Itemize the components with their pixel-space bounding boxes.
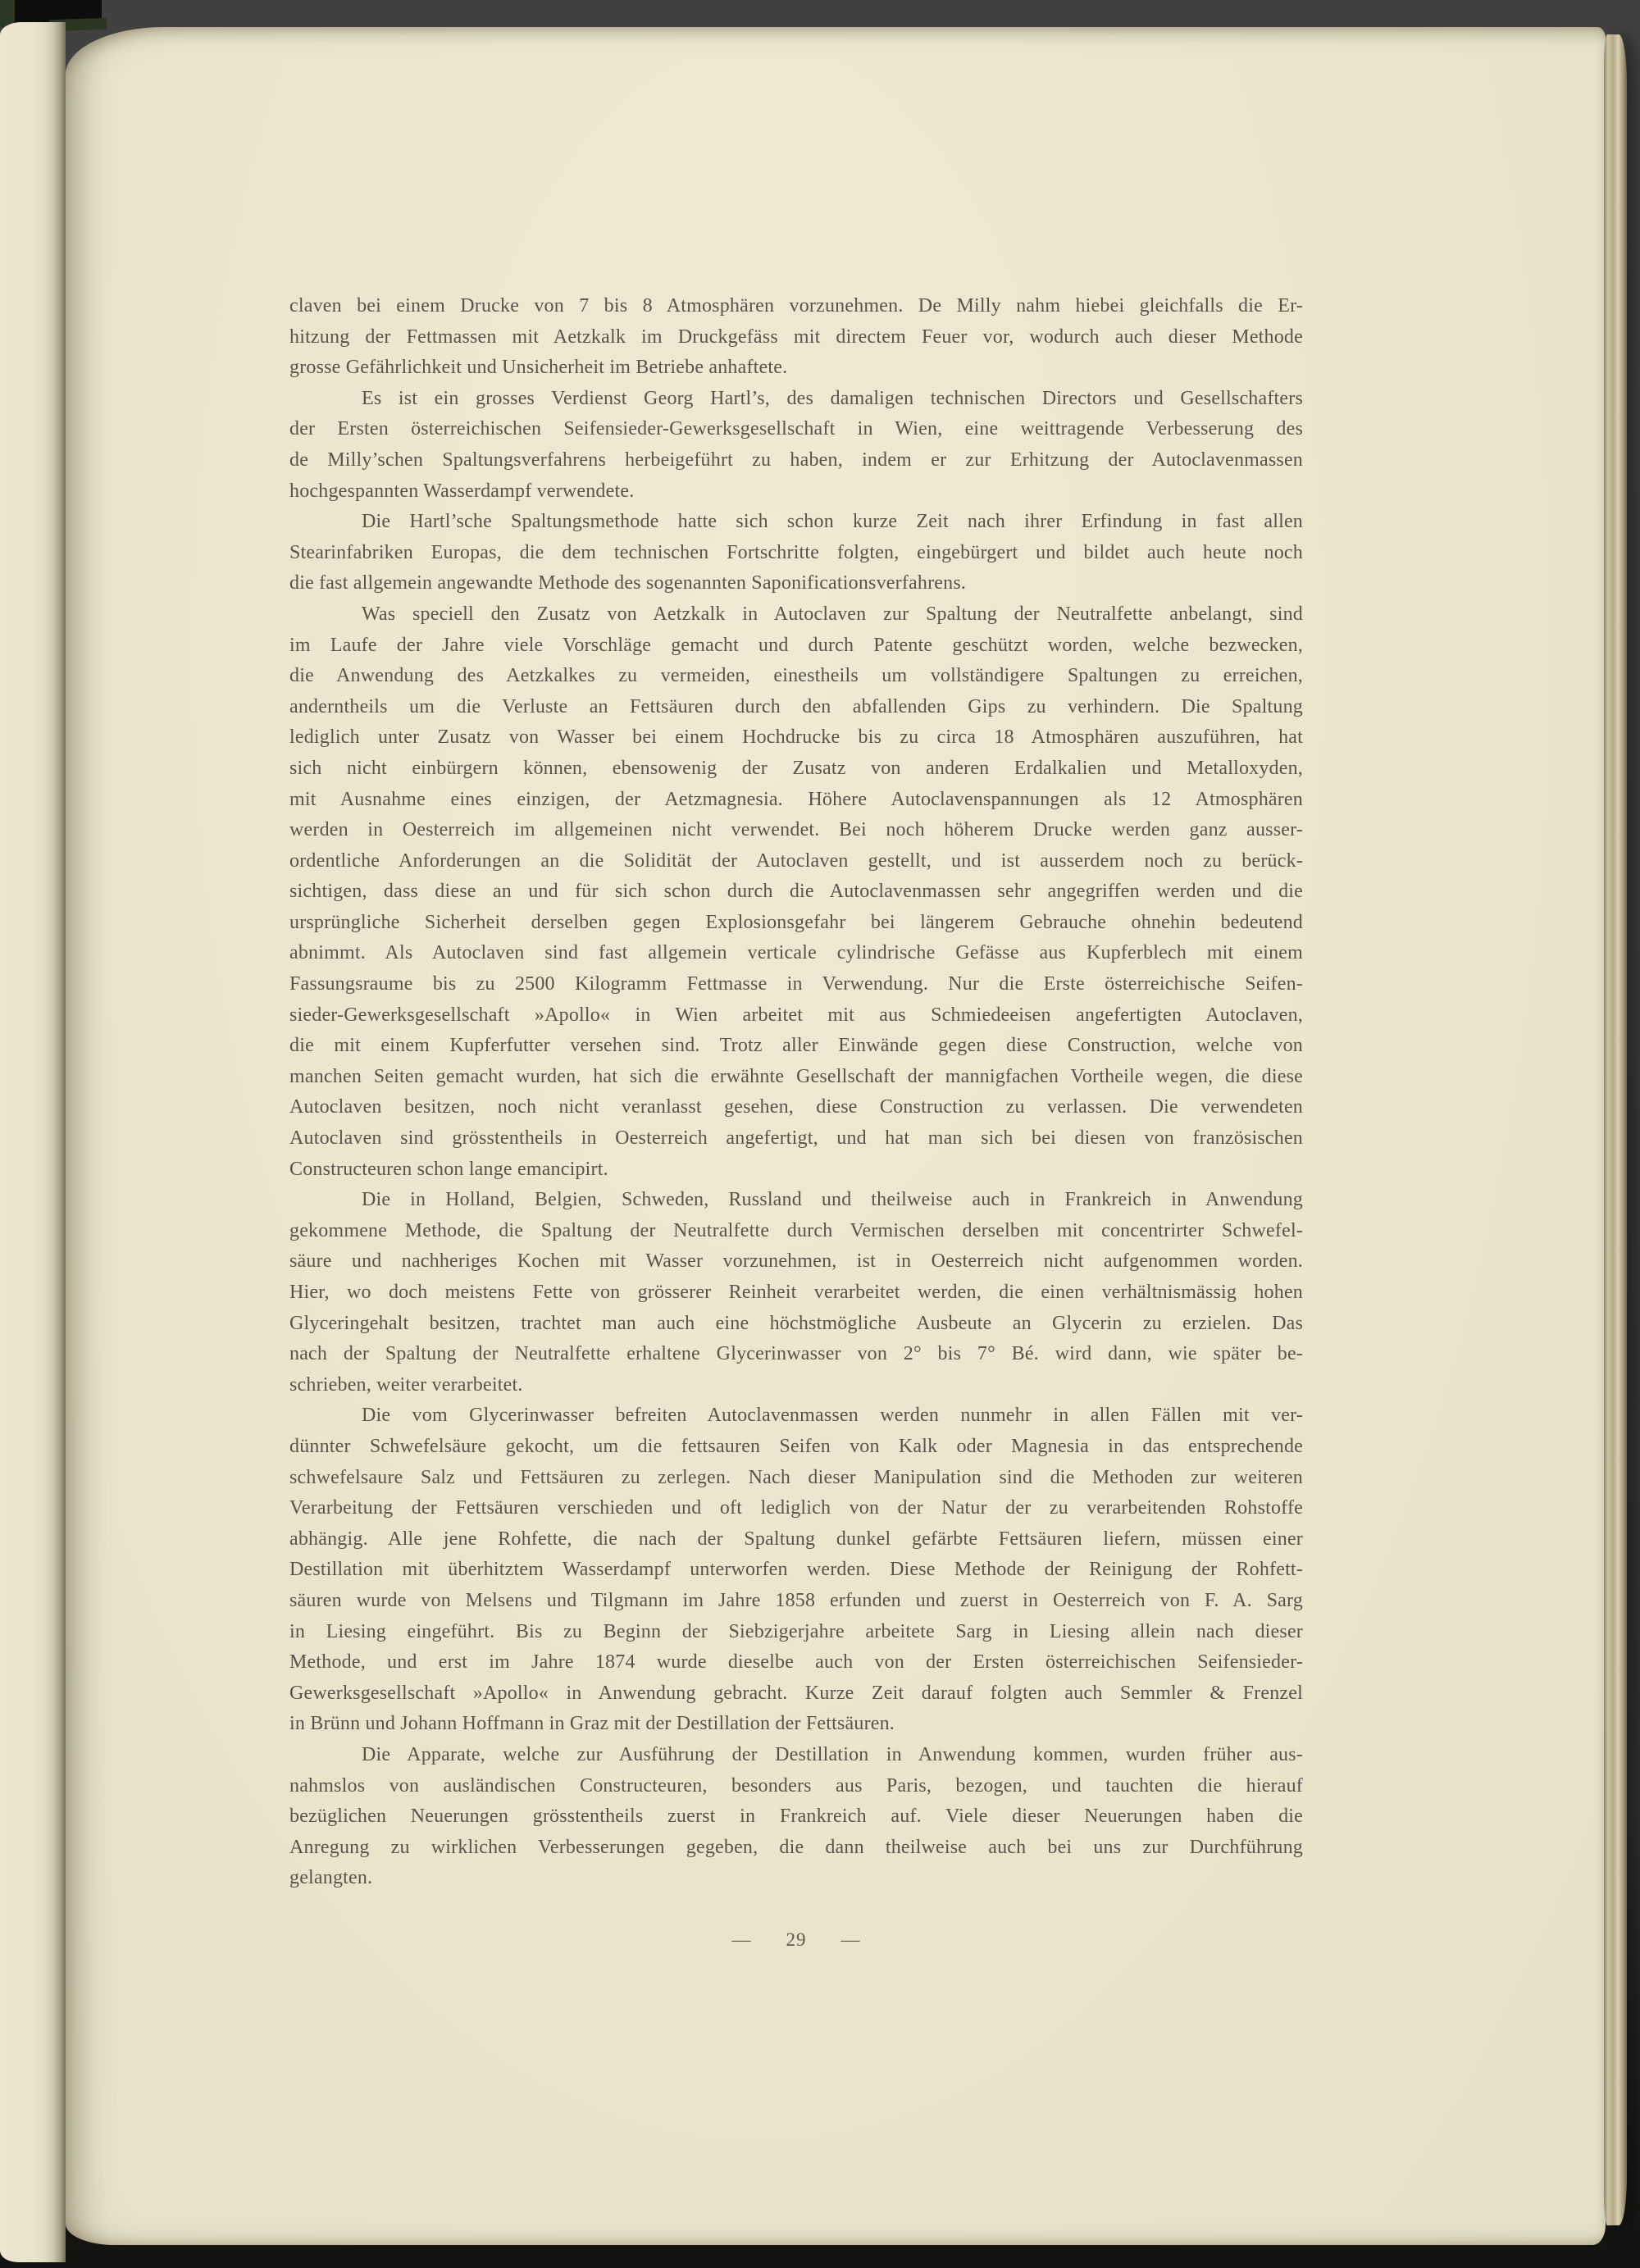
- previous-page-edge: [0, 22, 66, 2262]
- text-line: grosse Gefährlichkeit und Unsicherheit im Betriebe anhaftete.: [289, 357, 788, 379]
- page-footer: [289, 1929, 1303, 1951]
- text-line: lediglich unter Zusatz von Wasser bei einem Hochdrucke bis zu circa 18 Atmosphären auszuführen, hat: [289, 726, 1303, 749]
- text-line: Verarbeitung der Fettsäuren verschieden und oft lediglich von der Natur der zu verarbeitenden Rohstoffe: [289, 1497, 1303, 1519]
- text-line: nach der Spaltung der Neutralfette erhaltene Glycerinwasser von 2° bis 7° Bé. wird dann, wie später be-: [289, 1343, 1303, 1365]
- text-line: sichtigen, dass diese an und für sich schon durch die Autoclavenmassen sehr angegriffen werden und die: [289, 881, 1303, 903]
- text-line: sich nicht einbürgern können, ebensowenig der Zusatz von anderen Erdalkalien und Metalloxyden,: [289, 757, 1303, 779]
- text-line: abhängig. Alle jene Rohfette, die nach der Spaltung dunkel gefärbte Fettsäuren liefern, müssen einer: [289, 1528, 1303, 1550]
- paragraph: [289, 291, 1303, 384]
- text-line: der Ersten österreichischen Seifensieder-Gewerksgesellschaft in Wien, eine weittragende Verbesserung des: [289, 418, 1303, 440]
- text-line: werden in Oesterreich im allgemeinen nicht verwendet. Bei noch höherem Drucke werden ganz ausser-: [289, 819, 1303, 841]
- paragraph: [289, 1185, 1303, 1400]
- footer-right-dash: —: [840, 1929, 861, 1950]
- text-line: Die Apparate, welche zur Ausführung der Destillation in Anwendung kommen, wurden früher aus-: [362, 1743, 1303, 1765]
- text-line: schrieben, weiter verarbeitet.: [289, 1373, 523, 1396]
- book-page: [66, 27, 1606, 2245]
- text-line: Die vom Glycerinwasser befreiten Autoclavenmassen werden nunmehr in allen Fällen mit ver-: [362, 1405, 1303, 1427]
- text-line: säuren wurde von Melsens und Tilgmann im Jahre 1858 erfunden und zuerst in Oesterreich von F. A. Sarg: [289, 1589, 1303, 1611]
- text-line: säure und nachheriges Kochen mit Wasser vorzunehmen, ist in Oesterreich nicht aufgenommen worden.: [289, 1250, 1303, 1273]
- text-line: in Liesing eingeführt. Bis zu Beginn der Siebzigerjahre arbeitete Sarg in Liesing allein nach dieser: [289, 1620, 1303, 1642]
- text-line: die fast allgemein angewandte Methode des sogenannten Saponificationsverfahrens.: [289, 572, 967, 594]
- text-line: Es ist ein grosses Verdienst Georg Hartl’s, des damaligen technischen Directors und Gesellschafters: [362, 387, 1303, 409]
- page-stack-edge: [1604, 34, 1627, 2225]
- text-line: schwefelsaure Salz und Fettsäuren zu zerlegen. Nach dieser Manipulation sind die Methoden zur weiteren: [289, 1466, 1303, 1488]
- page-text: [289, 291, 1303, 1894]
- text-line: Anregung zu wirklichen Verbesserungen gegeben, die dann theilweise auch bei uns zur Durchführung: [289, 1836, 1303, 1858]
- text-line: Die in Holland, Belgien, Schweden, Russland und theilweise auch in Frankreich in Anwendung: [362, 1189, 1303, 1211]
- text-line: nahmslos von ausländischen Constructeuren, besonders aus Paris, bezogen, und tauchten die hierauf: [289, 1774, 1303, 1797]
- paragraph: [289, 507, 1303, 599]
- text-line: hochgespannten Wasserdampf verwendete.: [289, 480, 635, 502]
- text-line: die Anwendung des Aetzkalkes zu vermeiden, einestheils um vollständigere Spaltungen zu erreichen,: [289, 665, 1303, 687]
- text-line: hitzung der Fettmassen mit Aetzkalk im Druckgefäss mit directem Feuer vor, wodurch auch dieser Methode: [289, 326, 1303, 348]
- text-line: Glyceringehalt besitzen, trachtet man auch eine höchstmögliche Ausbeute an Glycerin zu erzielen. Das: [289, 1312, 1303, 1334]
- text-line: de Milly’schen Spaltungsverfahrens herbeigeführt zu haben, indem er zur Erhitzung der Autoclavenmassen: [289, 449, 1303, 471]
- text-line: Destillation mit überhitztem Wasserdampf unterworfen werden. Diese Methode der Reinigung der Rohfett-: [289, 1559, 1303, 1581]
- text-line: gelangten.: [289, 1867, 373, 1889]
- paragraph: [289, 1740, 1303, 1894]
- paragraph: [289, 599, 1303, 1185]
- footer-left-dash: —: [731, 1929, 752, 1950]
- text-line: Fassungsraume bis zu 2500 Kilogramm Fettmasse in Verwendung. Nur die Erste österreichische Seifen-: [289, 973, 1303, 995]
- text-line: Autoclaven sind grösstentheils in Oesterreich angefertigt, und hat man sich bei diesen von französischen: [289, 1127, 1303, 1150]
- text-line: in Brünn und Johann Hoffmann in Graz mit der Destillation der Fettsäuren.: [289, 1713, 895, 1735]
- text-line: gekommene Methode, die Spaltung der Neutralfette durch Vermischen derselben mit concentrirter Schwefel-: [289, 1219, 1303, 1241]
- text-line: anderntheils um die Verluste an Fettsäuren durch den abfallenden Gips zu verhindern. Die Spaltung: [289, 695, 1303, 717]
- text-line: manchen Seiten gemacht wurden, hat sich die erwähnte Gesellschaft der mannigfachen Vortheile wegen, die diese: [289, 1065, 1303, 1087]
- text-line: Autoclaven besitzen, noch nicht veranlasst gesehen, diese Construction zu verlassen. Die verwendeten: [289, 1096, 1303, 1118]
- text-line: Die Hartl’sche Spaltungsmethode hatte sich schon kurze Zeit nach ihrer Erfindung in fast allen: [362, 511, 1303, 533]
- paragraph: [289, 1400, 1303, 1740]
- text-line: dünnter Schwefelsäure gekocht, um die fettsauren Seifen von Kalk oder Magnesia in das entsprechende: [289, 1435, 1303, 1457]
- text-line: Stearinfabriken Europas, die dem technischen Fortschritte folgten, eingebürgert und bildet auch heute noch: [289, 541, 1303, 563]
- text-line: ordentliche Anforderungen an die Solidität der Autoclaven gestellt, und ist ausserdem noch zu berück-: [289, 849, 1303, 872]
- page-number: 29: [786, 1929, 807, 1950]
- text-line: Gewerksgesellschaft »Apollo« in Anwendung gebracht. Kurze Zeit darauf folgten auch Semmler & Frenzel: [289, 1682, 1303, 1704]
- text-line: Hier, wo doch meistens Fette von grösserer Reinheit verarbeitet werden, die einen verhältnismässig hohen: [289, 1282, 1303, 1303]
- text-line: die mit einem Kupferfutter versehen sind. Trotz aller Einwände gegen diese Construction, welche von: [289, 1035, 1303, 1057]
- text-line: ursprüngliche Sicherheit derselben gegen Explosionsgefahr bei längerem Gebrauche ohnehin bedeutend: [289, 911, 1303, 933]
- text-line: mit Ausnahme eines einzigen, der Aetzmagnesia. Höhere Autoclavenspannungen als 12 Atmosphären: [289, 788, 1303, 810]
- text-line: Was speciell den Zusatz von Aetzkalk in Autoclaven zur Spaltung der Neutralfette anbelangt, sind: [362, 603, 1303, 625]
- text-line: abnimmt. Als Autoclaven sind fast allgemein verticale cylindrische Gefässe aus Kupferblech mit einem: [289, 942, 1303, 964]
- text-line: Constructeuren schon lange emancipirt.: [289, 1158, 608, 1180]
- paragraph: [289, 384, 1303, 507]
- text-line: im Laufe der Jahre viele Vorschläge gemacht und durch Patente geschützt worden, welche bezwecken,: [289, 634, 1303, 656]
- text-line: sieder-Gewerksgesellschaft »Apollo« in Wien arbeitet mit aus Schmiedeeisen angefertigten Autoclaven,: [289, 1004, 1303, 1026]
- text-line: bezüglichen Neuerungen grösstentheils zuerst in Frankreich auf. Viele dieser Neuerungen haben die: [289, 1806, 1303, 1828]
- text-line: Methode, und erst im Jahre 1874 wurde dieselbe auch von der Ersten österreichischen Seifensieder-: [289, 1651, 1303, 1674]
- text-line: claven bei einem Drucke von 7 bis 8 Atmosphären vorzunehmen. De Milly nahm hiebei gleichfalls die Er-: [289, 295, 1303, 317]
